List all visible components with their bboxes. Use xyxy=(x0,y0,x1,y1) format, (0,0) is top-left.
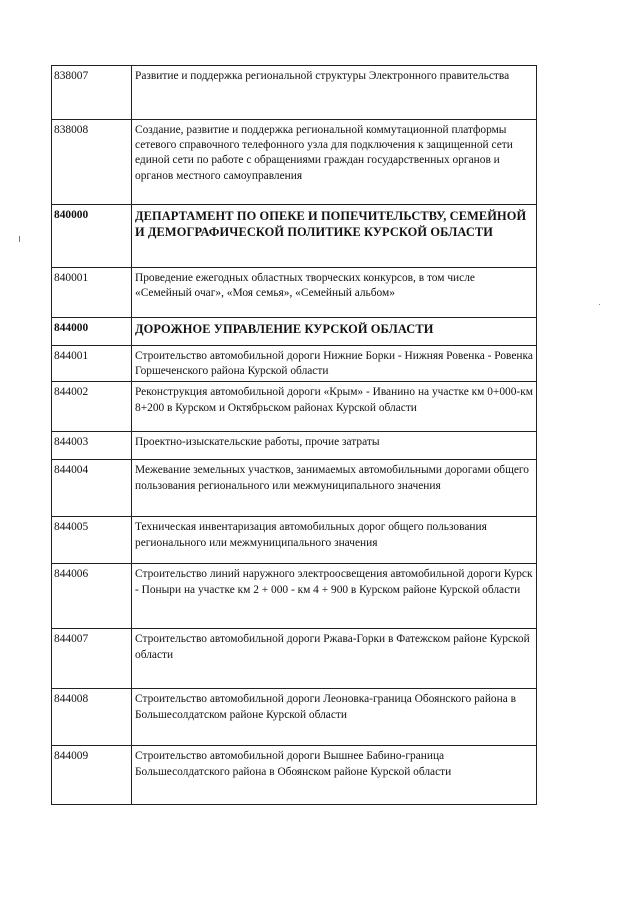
margin-dot xyxy=(599,304,600,305)
row-description: Проектно-изыскательские работы, прочие затраты xyxy=(132,432,537,460)
row-description: Развитие и поддержка региональной структуры Электронного правительства xyxy=(132,66,537,120)
table-row-section-header xyxy=(52,205,537,268)
row-description: Реконструкция автомобильной дороги «Крым» - Иванино на участке км 0+000-км 8+200 в Курском и Октябрьском районах Курской области xyxy=(132,382,537,432)
table-row xyxy=(52,346,537,382)
row-description: Строительство автомобильной дороги Леоновка-граница Обоянского района в Большесолдатском районе Курской области xyxy=(132,689,537,746)
row-code: 838008 xyxy=(52,120,132,205)
row-code: 844002 xyxy=(52,382,132,432)
budget-code-table xyxy=(51,65,537,805)
margin-mark xyxy=(19,236,20,242)
table-row xyxy=(52,66,537,120)
row-code: 844000 xyxy=(52,318,132,346)
row-code: 840000 xyxy=(52,205,132,268)
row-description: ДОРОЖНОЕ УПРАВЛЕНИЕ КУРСКОЙ ОБЛАСТИ xyxy=(132,318,537,346)
row-description: Строительство автомобильной дороги Ржава-Горки в Фатежском районе Курской области xyxy=(132,629,537,689)
table-row xyxy=(52,564,537,629)
row-code: 844007 xyxy=(52,629,132,689)
row-code: 844004 xyxy=(52,460,132,517)
row-code: 844008 xyxy=(52,689,132,746)
row-code: 844003 xyxy=(52,432,132,460)
table-row xyxy=(52,629,537,689)
row-code: 840001 xyxy=(52,268,132,318)
table-row xyxy=(52,517,537,564)
row-description: Строительство автомобильной дороги Нижние Борки - Нижняя Ровенка - Ровенка Горшеченского района Курской области xyxy=(132,346,537,382)
table-row xyxy=(52,268,537,318)
row-description: Проведение ежегодных областных творческих конкурсов, в том числе «Семейный очаг», «Моя семья», «Семейный альбом» xyxy=(132,268,537,318)
row-code: 844001 xyxy=(52,346,132,382)
table-row xyxy=(52,746,537,805)
row-code: 844005 xyxy=(52,517,132,564)
row-description: Строительство линий наружного электроосвещения автомобильной дороги Курск - Поныри на участке км 2 + 000 - км 4 + 900 в Курском районе Курской области xyxy=(132,564,537,629)
table-row xyxy=(52,689,537,746)
table-row xyxy=(52,382,537,432)
row-description: ДЕПАРТАМЕНТ ПО ОПЕКЕ И ПОПЕЧИТЕЛЬСТВУ, СЕМЕЙНОЙ И ДЕМОГРАФИЧЕСКОЙ ПОЛИТИКЕ КУРСКОЙ ОБЛАСТИ xyxy=(132,205,537,268)
table-row-section-header xyxy=(52,318,537,346)
row-description: Техническая инвентаризация автомобильных дорог общего пользования регионального или межмуниципального значения xyxy=(132,517,537,564)
row-code: 838007 xyxy=(52,66,132,120)
row-description: Межевание земельных участков, занимаемых автомобильными дорогами общего пользования регионального или межмуниципального значения xyxy=(132,460,537,517)
row-description: Строительство автомобильной дороги Вышнее Бабино-граница Большесолдатского района в Обоянском районе Курской области xyxy=(132,746,537,805)
table-row xyxy=(52,120,537,205)
row-description: Создание, развитие и поддержка региональной коммутационной платформы сетевого справочного телефонного узла для подключения к защищенной сети единой сети по работе с обращениями граждан государственных органов и органов местного самоуправления xyxy=(132,120,537,205)
row-code: 844009 xyxy=(52,746,132,805)
table-row xyxy=(52,460,537,517)
row-code: 844006 xyxy=(52,564,132,629)
table-row xyxy=(52,432,537,460)
